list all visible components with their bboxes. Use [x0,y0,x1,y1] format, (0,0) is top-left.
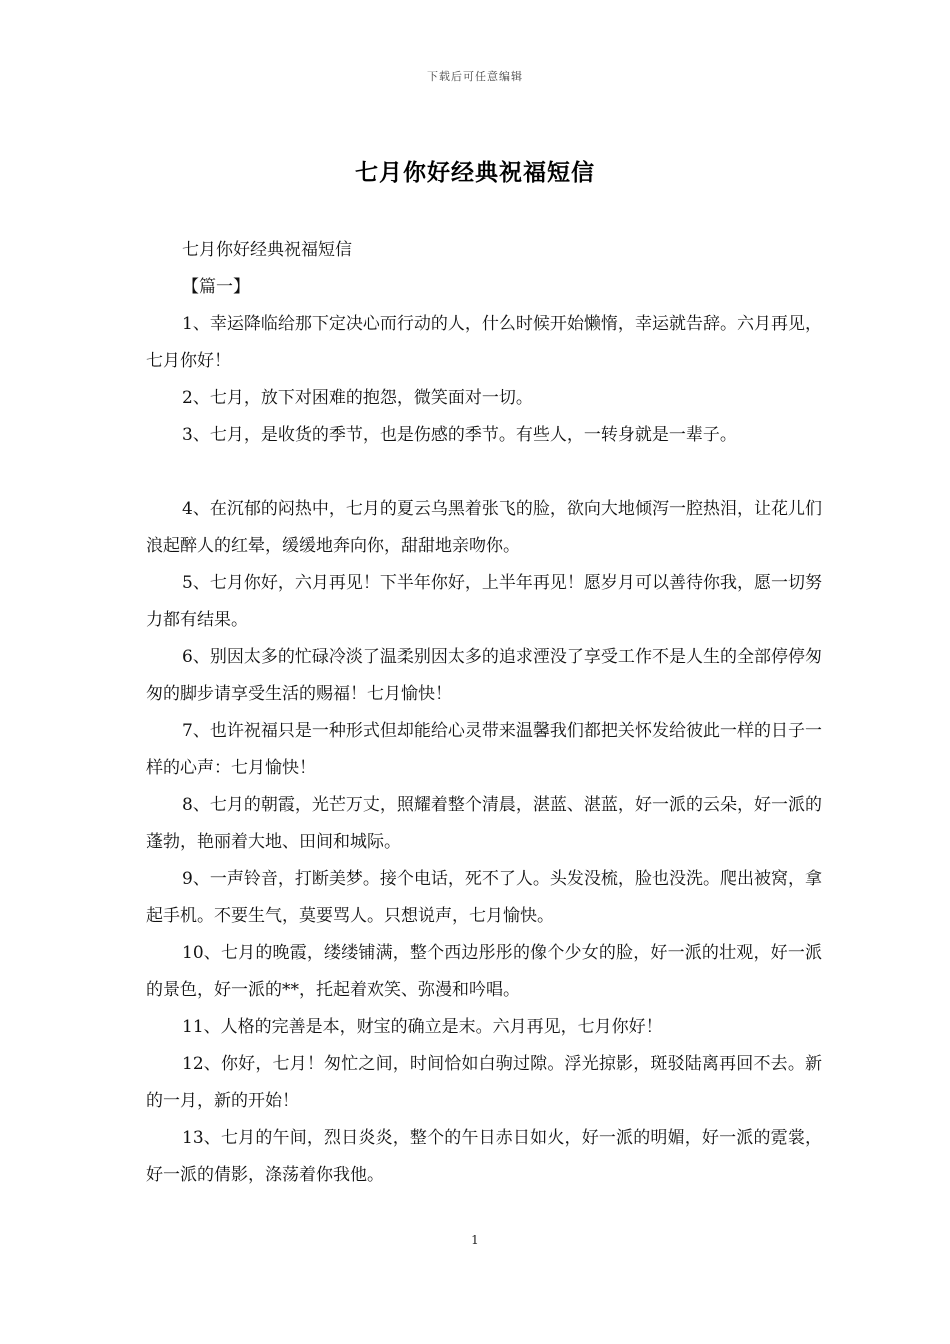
blank-line [146,454,822,491]
page-title: 七月你好经典祝福短信 [355,159,595,186]
subtitle-line: 七月你好经典祝福短信 [182,240,352,260]
header-note: 下载后可任意编辑 [427,70,523,83]
paragraph-9: 9、一声铃音，打断美梦。接个电话，死不了人。头发没梳，脸也没洗。爬出被窝，拿起手机。不要生气，莫要骂人。只想说声，七月愉快。 [146,869,822,926]
page-number: 1 [471,1233,479,1247]
paragraph-11: 11、人格的完善是本，财宝的确立是末。六月再见，七月你好！ [182,1017,663,1037]
section-label: 【篇一】 [182,277,250,297]
paragraph-12: 12、你好，七月！匆忙之间，时间恰如白驹过隙。浮光掠影，斑驳陆离再回不去。新的一月，新的开始！ [146,1054,822,1111]
paragraph-10: 10、七月的晚霞，缕缕铺满，整个西边彤彤的像个少女的脸，好一派的壮观，好一派的景色，好一派的**，托起着欢笑、弥漫和吟唱。 [146,943,822,1000]
paragraph-2: 2、七月，放下对困难的抱怨，微笑面对一切。 [182,388,533,408]
paragraph-1: 1、幸运降临给那下定决心而行动的人，什么时候开始懒惰，幸运就告辞。六月再见，七月你好！ [146,314,822,371]
paragraph-8: 8、七月的朝霞，光芒万丈，照耀着整个清晨，湛蓝、湛蓝，好一派的云朵，好一派的蓬勃，艳丽着大地、田间和城际。 [146,795,822,852]
document-body [146,232,822,1194]
paragraph-13: 13、七月的午间，烈日炎炎，整个的午日赤日如火，好一派的明媚，好一派的霓裳，好一派的倩影，涤荡着你我他。 [146,1128,822,1185]
paragraph-3: 3、七月，是收货的季节，也是伤感的季节。有些人，一转身就是一辈子。 [182,425,737,445]
paragraph-6: 6、别因太多的忙碌冷淡了温柔别因太多的追求湮没了享受工作不是人生的全部停停匆匆的脚步请享受生活的赐福！七月愉快！ [146,647,822,704]
paragraph-5: 5、七月你好，六月再见！下半年你好，上半年再见！愿岁月可以善待你我，愿一切努力都有结果。 [146,573,822,630]
paragraph-7: 7、也许祝福只是一种形式但却能给心灵带来温馨我们都把关怀发给彼此一样的日子一样的心声：七月愉快！ [146,721,822,778]
paragraph-4: 4、在沉郁的闷热中，七月的夏云乌黑着张飞的脸，欲向大地倾泻一腔热泪，让花儿们浪起醉人的红晕，缓缓地奔向你，甜甜地亲吻你。 [146,499,822,556]
